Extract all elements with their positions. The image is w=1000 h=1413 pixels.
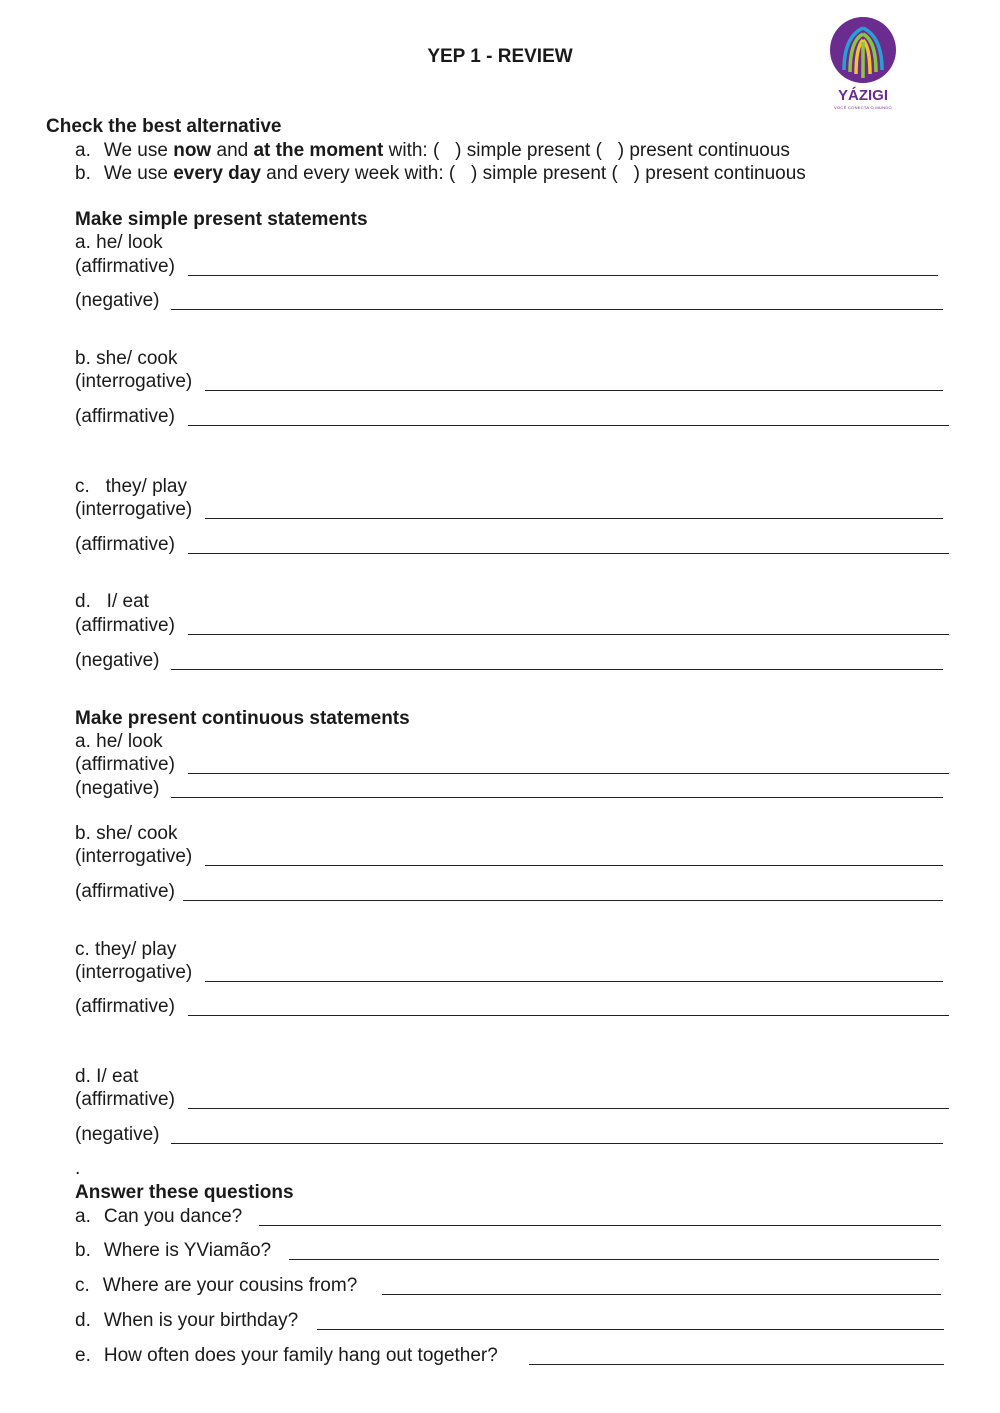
answer-line[interactable] — [171, 309, 943, 310]
field-label: (interrogative) — [75, 499, 193, 520]
item-marker: a. — [75, 1206, 91, 1227]
answer-line[interactable] — [205, 518, 943, 519]
section-heading-simple-present: Make simple present statements — [75, 209, 368, 230]
field-label: (affirmative) — [75, 1089, 175, 1110]
question-text: Where is YViamão? — [103, 1240, 272, 1261]
question-text: Where are your cousins from? — [102, 1275, 358, 1296]
answer-line[interactable] — [188, 1015, 949, 1016]
field-label: (affirmative) — [75, 996, 175, 1017]
prompt-he-look: a. he/ look — [75, 232, 163, 253]
field-label: (affirmative) — [75, 754, 175, 775]
answer-line[interactable] — [188, 773, 949, 774]
item-text: and — [211, 140, 254, 161]
field-label: (interrogative) — [75, 846, 193, 867]
answer-line[interactable] — [188, 553, 949, 554]
section-heading-check-alternative: Check the best alternative — [46, 116, 282, 137]
field-label: (negative) — [75, 1124, 160, 1145]
field-label: (negative) — [75, 290, 160, 311]
answer-line[interactable] — [171, 1143, 943, 1144]
answer-line[interactable] — [382, 1294, 941, 1295]
answer-line[interactable] — [205, 865, 943, 866]
item-text: We use — [103, 163, 174, 184]
alternative-item-a — [75, 140, 790, 162]
yazigi-emblem-icon — [800, 12, 926, 92]
answer-line[interactable] — [188, 275, 938, 276]
item-marker: b. — [75, 1240, 91, 1261]
item-bold-text: every day — [173, 163, 261, 184]
answer-line[interactable] — [259, 1225, 941, 1226]
prompt-i-eat: d. I/ eat — [75, 591, 149, 612]
field-label: (affirmative) — [75, 406, 175, 427]
yazigi-logo — [800, 12, 926, 110]
answer-line[interactable] — [188, 634, 949, 635]
answer-line[interactable] — [171, 797, 943, 798]
item-bold-text: at the moment — [253, 140, 384, 161]
answer-line[interactable] — [317, 1329, 944, 1330]
answer-line[interactable] — [188, 425, 949, 426]
field-label: (affirmative) — [75, 256, 175, 277]
item-marker: e. — [75, 1345, 91, 1366]
answer-line[interactable] — [205, 390, 943, 391]
question-text: When is your birthday? — [103, 1310, 299, 1331]
prompt-he-look: a. he/ look — [75, 731, 163, 752]
item-marker: d. — [75, 1310, 91, 1331]
prompt-i-eat: d. I/ eat — [75, 1066, 139, 1087]
prompt-she-cook: b. she/ cook — [75, 348, 178, 369]
alternative-item-b — [75, 163, 806, 185]
question-item-e — [75, 1345, 498, 1367]
question-text: How often does your family hang out together? — [103, 1345, 498, 1366]
item-text: We use — [103, 140, 174, 161]
field-label: (affirmative) — [75, 881, 175, 902]
field-label: (negative) — [75, 650, 160, 671]
item-text[interactable]: and every week with: ( ) simple present ( ) present continuous — [260, 163, 806, 184]
item-marker: a. — [75, 140, 91, 161]
prompt-she-cook: b. she/ cook — [75, 823, 178, 844]
stray-dot: . — [75, 1158, 81, 1179]
item-text[interactable]: with: ( ) simple present ( ) present continuous — [383, 140, 790, 161]
logo-wordmark: YÁZIGI — [837, 87, 888, 104]
question-text: Can you dance? — [103, 1206, 243, 1227]
answer-line[interactable] — [183, 900, 943, 901]
answer-line[interactable] — [289, 1259, 939, 1260]
prompt-they-play: c. they/ play — [75, 476, 187, 497]
item-marker: c. — [75, 1275, 90, 1296]
prompt-they-play: c. they/ play — [75, 939, 177, 960]
field-label: (interrogative) — [75, 962, 193, 983]
answer-line[interactable] — [171, 669, 943, 670]
answer-line[interactable] — [205, 981, 943, 982]
question-item-b — [75, 1240, 271, 1262]
answer-line[interactable] — [529, 1364, 944, 1365]
page-title: YEP 1 - REVIEW — [427, 46, 573, 67]
answer-line[interactable] — [188, 1108, 949, 1109]
logo-tagline: VOCÊ CONECTA O MUNDO — [834, 105, 892, 110]
question-item-c — [75, 1275, 357, 1297]
question-item-a — [75, 1206, 242, 1228]
section-heading-answer-questions: Answer these questions — [75, 1182, 294, 1203]
section-heading-present-continuous: Make present continuous statements — [75, 708, 410, 729]
field-label: (negative) — [75, 778, 160, 799]
item-bold-text: now — [173, 140, 212, 161]
field-label: (interrogative) — [75, 371, 193, 392]
item-marker: b. — [75, 163, 91, 184]
question-item-d — [75, 1310, 298, 1332]
field-label: (affirmative) — [75, 615, 175, 636]
field-label: (affirmative) — [75, 534, 175, 555]
